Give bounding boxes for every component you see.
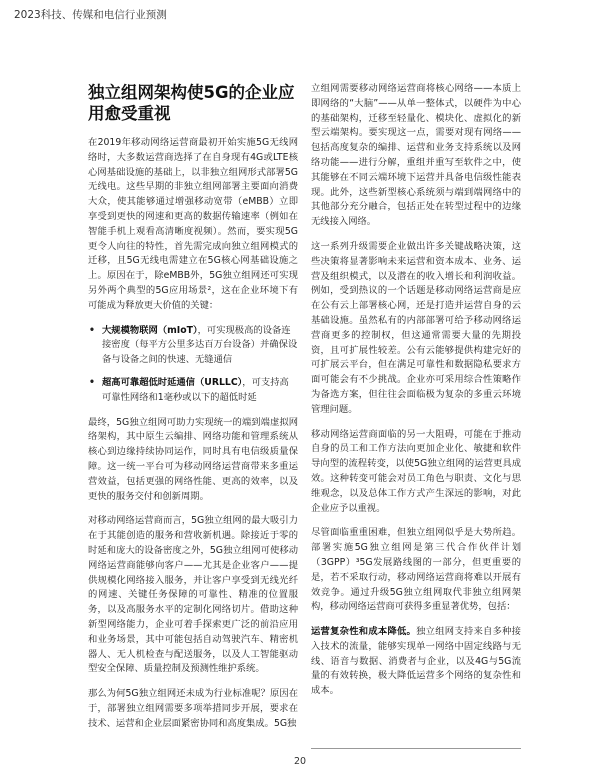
list-item-miot [88,324,298,368]
paragraph-strategy: 这一系列升级需要企业做出许多关键战略决策，这些决策将显著影响未来运营和资本成本、业务、运营及组织模式，以及潜在的收入增长和利润收益。例如，受到热议的一个话题是移动网络运营商是应在公有云上部署核心网，还是打造并运营自身的云基础设施。虽然私有的内部部署可给予移动网络运营商更多的控制权，但这通常需要大量的先期投资，且可扩展性较差。公有云能够提供构建完好的可扩展云平台，但在满足可靠性和数据隐私要求方面可能会有不少挑战。企业亦可采用综合性策略作为备选方案，但往往会面临极为复杂的多重云环境管理问题。 [311,240,521,415]
paragraph-opportunity: 对移动网络运营商而言，5G独立组网的最大吸引力在于其能创造的服务和营收新机遇。除接近于零的时延和庞大的设备密度之外，5G独立组网可使移动网络运营商能够向客户——尤其是企业客户——提供规模化网络接入服务，并让客户享受到无线光纤的网速、关键任务保障的可靠性、精准的位置服务，以及高服务水平的定制化网络切片。借助这种新型网络能力，企业可着手探索更广泛的前沿应用和业务场景，其中可能包括自动驾驶汽车、精密机器人、无人机检查与配送服务，以及人工智能驱动型安全保障、质量控制及预测性维护系统。 [88,515,298,675]
right-column [311,82,521,709]
benefit-cost-desc: 独立组网支持来自多种接入技术的流量，能够实现单一网络中固定线路与无线、语音与数据、消费者与企业，以及4G与5G流量的有效转换，极大降低运营多个网络的复杂性和成本。 [311,626,521,697]
left-column [88,82,298,741]
list-item-miot-term: 大规模物联网（mIoT） [102,324,198,336]
paragraph-trend: 尽管面临重重困难，但独立组网似乎是大势所趋。部署实施5G独立组网是第三代合作伙伴计划（3GPP）³5G发展路线图的一部分，但更重要的是，若不采取行动，移动网络运营商将难以开展有效竞争。通过升级5G独立组网取代非独立组网架构，移动网络运营商可获得多重显著优势，包括： [311,527,521,613]
running-header: 2023科技、传媒和电信行业预测 [14,9,167,21]
paragraph-benefit-cost [311,625,521,699]
benefit-cost-term: 运营复杂性和成本降低。 [311,626,417,638]
list-item-urllc [88,376,298,406]
paragraph-architecture: 最终，5G独立组网可助力实现统一的端到端虚拟网络架构，其中原生云编排、网络功能和管理系统从核心到边缘持续协同运作，同时具有电信级质量保障。这一统一平台可为移动网络运营商带来多重运营效益，包括更强的网络性能、更高的效率，以及更快的服务交付和创新周期。 [88,416,298,502]
paragraph-core-migration: 立组网需要移动网络运营商将核心网络——本质上即网络的“大脑”——从单一整体式，以硬件为中心的基础架构，迁移至轻量化、模块化、虚拟化的新型云端架构。要实现这一点，需要对现有网络——包括高度复杂的编排、运营和业务支持系统以及网络功能——进行分解，重组并重写至软件之中，使其能够在不同云端环境下运营并具备电信级性能表现。此外，这些新型核心系统须与端到端网络中的其他部分充分融合，包括正处在转型过程中的边缘无线接入网络。 [311,83,521,228]
bullet-mark: • [89,324,95,336]
paragraph-why-not-standard: 那么为何5G独立组网还未成为行业标准呢？原因在于，部署独立组网需要多项举措同步开展，要求在技术、运营和企业层面紧密协同和高度集成。5G独 [88,688,298,729]
list-item-urllc-term: 超高可靠超低时延通信（URLLC） [102,376,243,388]
list-item-urllc-desc: ，可支持高可靠性网络和1毫秒或以下的超低时延 [102,376,289,403]
page-number: 20 [293,756,307,767]
list-item-miot-desc: ，可实现极高的设备连接密度（每平方公里多达百万台设备）并确保设备与设备之间的快速、无缝通信 [102,324,298,366]
use-case-list [88,324,298,406]
footer-divider [311,748,521,749]
section-title: 独立组网架构使5G的企业应用愈受重视 [88,83,295,123]
paragraph-intro: 在2019年移动网络运营商最初开始实施5G无线网络时，大多数运营商选择了在自身现有4G或LTE核心网基础设施的基础上，以非独立组网形式部署5G无线电。这些早期的非独立组网部署主要面向消费大众，使其能够通过增强移动宽带（eMBB）立即享受到更快的网速和更高的数据传输速率（例如在智能手机上观看高清晰度视频）。然而，要实现5G更令人向往的特性，首先需完成向独立组网模式的迁移，且5G无线电需建立在5G核心网基础设施之上。原因在于，除eMBB外，5G独立组网还可实现另外两个典型的5G应用场景²，这在企业环境下有可能成为释放更大价值的关键： [88,137,298,311]
bullet-mark: • [89,376,95,388]
paragraph-workforce: 移动网络运营商面临的另一大阻碍，可能在于推动自身的员工和工作方法向更加企业化、敏捷和软件导向型的流程转变，以使5G独立组网的运营更具成效。这种转变可能会对员工角色与职责、文化与思维观念，以及总体工作方式产生深远的影响，对此企业应予以重视。 [311,428,521,514]
